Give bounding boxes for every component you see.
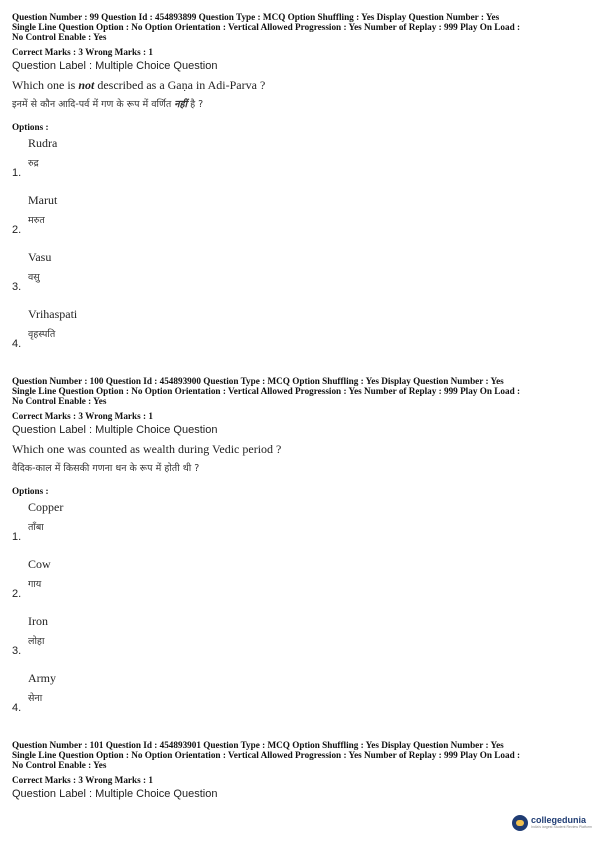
question-meta (12, 376, 584, 407)
logo-name: collegedunia (531, 815, 587, 825)
option-text-english: Copper (28, 499, 64, 514)
option-text-hindi: वसु (28, 271, 40, 283)
meta-line: Question Number : 99 Question Id : 454893899 Question Type : MCQ Option Shuffling : Yes Display Question Number : Yes (12, 12, 500, 22)
meta-line: Question Number : 100 Question Id : 454893900 Question Type : MCQ Option Shuffling : Yes Display Question Number : Yes (12, 376, 504, 386)
option-text-hindi: गाय (28, 578, 42, 590)
option-text-hindi: ताँबा (28, 521, 44, 533)
marks-line: Correct Marks : 3 Wrong Marks : 1 (12, 46, 153, 57)
option-text-english: Cow (28, 556, 51, 571)
meta-line: No Control Enable : Yes (12, 396, 107, 407)
option-2[interactable] (12, 555, 584, 612)
marks-line: Correct Marks : 3 Wrong Marks : 1 (12, 410, 153, 421)
question-block-99 (12, 12, 584, 362)
option-number: 4. (12, 337, 22, 350)
option-3[interactable] (12, 612, 584, 669)
meta-line: Single Line Question Option : No Option Orientation : Vertical Allowed Progression : Yes Number of Replay : 999 Play On Load : (12, 750, 521, 761)
option-number: 4. (12, 701, 22, 714)
question-label: Question Label : Multiple Choice Question (12, 423, 218, 436)
meta-line: Single Line Question Option : No Option Orientation : Vertical Allowed Progression : Yes Number of Replay : 999 Play On Load : (12, 22, 521, 33)
option-2[interactable] (12, 191, 584, 248)
question-label: Question Label : Multiple Choice Question (12, 787, 218, 800)
option-text-english: Vasu (28, 249, 52, 264)
marks-line: Correct Marks : 3 Wrong Marks : 1 (12, 774, 153, 785)
question-text-hindi: इनमें से कौन आदि-पर्व में गण के रूप में वर्णित नहीं है ? (12, 98, 204, 110)
option-text-english: Iron (28, 613, 48, 628)
option-4[interactable] (12, 669, 584, 726)
question-text-english: Which one is not described as a Gaṇa in Adi-Parva ? (12, 77, 266, 92)
option-number: 2. (12, 223, 22, 236)
option-number: 2. (12, 587, 22, 600)
option-text-english: Rudra (28, 135, 58, 150)
collegedunia-logo (512, 812, 592, 834)
option-text-hindi: लोहा (28, 635, 45, 647)
option-1[interactable] (12, 134, 584, 191)
option-1[interactable] (12, 498, 584, 555)
meta-line: Single Line Question Option : No Option Orientation : Vertical Allowed Progression : Yes Number of Replay : 999 Play On Load : (12, 386, 521, 397)
question-text-english: Which one was counted as wealth during Vedic period ? (12, 441, 282, 456)
question-meta (12, 740, 584, 771)
option-text-english: Army (28, 670, 56, 685)
meta-line: No Control Enable : Yes (12, 32, 107, 43)
question-block-101 (12, 740, 584, 800)
option-text-hindi: सेना (28, 692, 43, 704)
meta-line: Question Number : 101 Question Id : 454893901 Question Type : MCQ Option Shuffling : Yes Display Question Number : Yes (12, 740, 504, 750)
options-list (12, 134, 584, 362)
question-meta (12, 12, 584, 43)
option-4[interactable] (12, 305, 584, 362)
emphasis-nahin: नहीं (174, 98, 188, 110)
options-heading: Options : (12, 485, 49, 496)
option-number: 3. (12, 280, 22, 293)
option-text-english: Vrihaspati (28, 306, 78, 321)
option-number: 1. (12, 166, 22, 179)
question-block-100 (12, 376, 584, 726)
options-heading: Options : (12, 121, 49, 132)
emphasis-not: not (78, 77, 95, 92)
option-number: 3. (12, 644, 22, 657)
option-3[interactable] (12, 248, 584, 305)
options-list (12, 498, 584, 726)
question-text-hindi: वैदिक-काल में किसकी गणना धन के रूप में होती थी ? (12, 462, 200, 474)
logo-tagline: India's largest Student Review Platform (531, 825, 592, 829)
meta-line: No Control Enable : Yes (12, 760, 107, 771)
option-text-hindi: वृहस्पति (28, 328, 56, 340)
option-number: 1. (12, 530, 22, 543)
option-text-hindi: रुद्र (28, 157, 39, 169)
collegedunia-logo-icon (512, 815, 528, 831)
option-text-hindi: मरुत (28, 214, 45, 226)
option-text-english: Marut (28, 192, 58, 207)
question-label: Question Label : Multiple Choice Question (12, 59, 218, 72)
